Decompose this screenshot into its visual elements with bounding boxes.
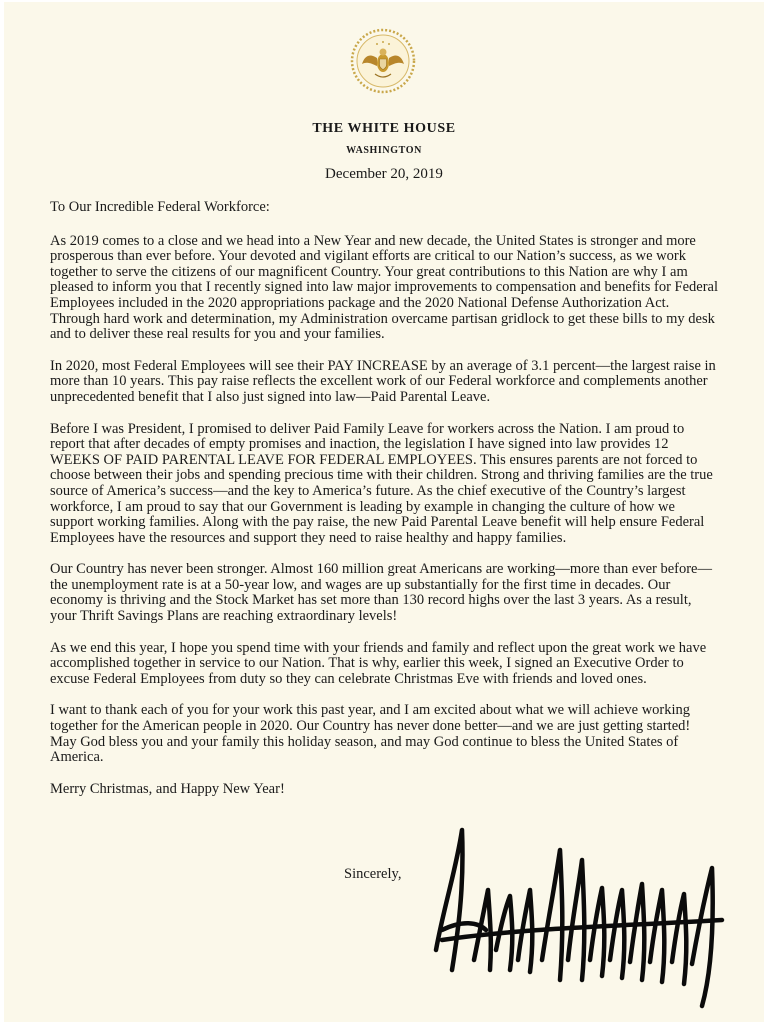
body-paragraph: Our Country has never been stronger. Almost 160 million great Americans are working—more than ever before—the unemployment rate is at a 50-year low, and wages are up substantially for the first time in decades. Our economy is thriving and the Stock Market has set more than 130 record highs over the last 3 years. As a result, your Thrift Savings Plans are reaching extraordinary levels! [50, 561, 712, 625]
body-paragraph: As 2019 comes to a close and we head into a New Year and new decade, the United States is stronger and more prosperous than ever before. Your devoted and vigilant efforts are critical to our Nation’s success, as we work together to serve the citizens of our magnificent Country. Your great contributions to this Nation are why I am pleased to inform you that I recently signed into law major improvements to compensation and benefits for Federal Employees included in the 2020 appropriations package and the 2020 National Defense Authorization Act. Through hard work and determination, my Administration overcame partisan gridlock to get these bills to my desk and to deliver these real results for you and your families. [50, 232, 719, 343]
closing-greeting: Merry Christmas, and Happy New Year! [50, 780, 285, 797]
letter-page [4, 2, 764, 1022]
handwritten-signature-icon [422, 810, 742, 1010]
body-paragraph: I want to thank each of you for your work this past year, and I am excited about what we will achieve working together for the American people in 2020. Our Country has never done better—and we are just getting started! May God bless you and your family this holiday season, and may God continue to bless the United States of America. [50, 702, 691, 766]
letterhead-title: THE WHITE HOUSE [312, 121, 456, 136]
salutation: To Our Incredible Federal Workforce: [50, 199, 270, 215]
body-paragraph: Before I was President, I promised to deliver Paid Family Leave for workers across the Nation. I am proud to report that after decades of empty promises and inaction, the legislation I have signed into law provides 12 WEEKS OF PAID PARENTAL LEAVE FOR FEDERAL EMPLOYEES. This ensures parents are not forced to choose between their jobs and spending precious time with their children. Strong and thriving families are the true source of America’s success—and the key to America’s future. As the chief executive of the Country’s largest workforce, I am proud to say that our Government is leading by example in changing the culture of how we support working families. Along with the pay raise, the new Paid Parental Leave benefit will help ensure Federal Employees have the resources and support they need to raise healthy and happy families. [50, 420, 713, 546]
body-paragraph: As we end this year, I hope you spend time with your friends and family and reflect upon the great work we have accomplished together in service to our Nation. That is why, earlier this week, I signed an Executive Order to excuse Federal Employees from duty so they can celebrate Christmas Eve with friends and loved ones. [50, 639, 707, 687]
body-paragraph: In 2020, most Federal Employees will see their PAY INCREASE by an average of 3.1 percent—the largest raise in more than 10 years. This pay raise reflects the excellent work of our Federal workforce and complements another unprecedented benefit that I also just signed into law—Paid Parental Leave. [50, 357, 716, 405]
letter-date: December 20, 2019 [325, 166, 443, 182]
presidential-seal-icon [350, 28, 416, 94]
letterhead-location: WASHINGTON [346, 145, 422, 156]
valediction: Sincerely, [344, 866, 402, 882]
letter-body [50, 200, 720, 813]
